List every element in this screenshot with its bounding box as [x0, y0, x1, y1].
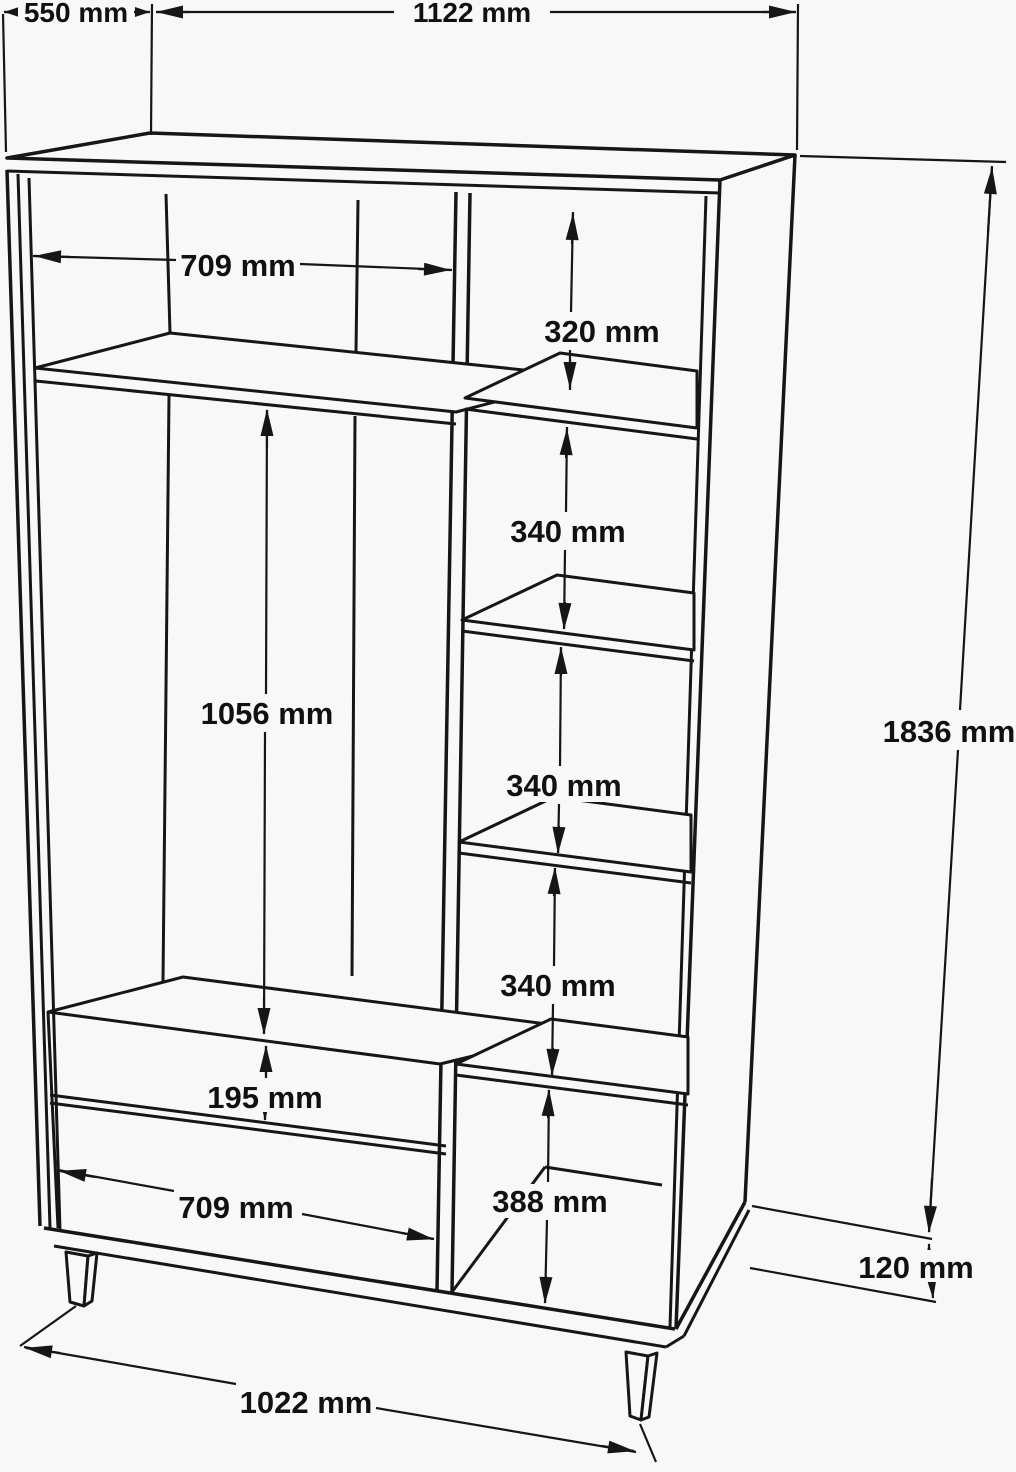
dim-label-shelf-gap-3: 340 mm	[506, 768, 622, 803]
dimension-annotations	[3, 0, 1016, 1462]
right-side-panel	[670, 155, 795, 1336]
front-left-leg	[66, 1252, 97, 1306]
right-column-shelves	[452, 353, 697, 1292]
dim-label-base-width: 1022 mm	[239, 1385, 373, 1420]
dim-top-width	[156, 0, 798, 150]
front-right-leg	[626, 1352, 657, 1420]
base-plinth	[44, 1228, 684, 1347]
dim-label-hanging-height: 1056 mm	[200, 696, 334, 731]
dim-label-top-depth: 550 mm	[23, 0, 129, 28]
center-divider	[437, 192, 470, 1292]
dim-label-upper-inner-width: 709 mm	[180, 248, 296, 283]
dim-leg-height	[750, 1206, 974, 1302]
dim-label-shelf-gap-4: 340 mm	[500, 968, 616, 1003]
dim-label-bottom-gap: 388 mm	[492, 1184, 608, 1219]
dim-label-top-width: 1122 mm	[412, 0, 532, 28]
dim-label-drawer-height: 195 mm	[207, 1080, 323, 1115]
dim-label-overall-height: 1836 mm	[882, 714, 1016, 749]
dim-label-leg-height: 120 mm	[858, 1250, 974, 1285]
dim-label-shelf-gap-1: 320 mm	[544, 314, 660, 349]
bottom-panel-back-edge	[545, 1167, 662, 1185]
top-panel	[7, 133, 795, 180]
cabinet-structure	[7, 133, 795, 1420]
back-panel-seams	[163, 194, 358, 981]
dim-hanging-height	[200, 410, 334, 1034]
dim-drawer-width	[58, 1170, 434, 1239]
dim-upper-inner-width	[33, 248, 452, 283]
dim-label-drawer-width: 709 mm	[178, 1190, 294, 1225]
dim-drawer-height	[206, 1046, 324, 1120]
dim-bottom-gap	[490, 1090, 610, 1303]
dim-overall-height	[800, 156, 1016, 1232]
dim-top-depth	[3, 0, 152, 152]
dim-label-shelf-gap-2: 340 mm	[510, 514, 626, 549]
